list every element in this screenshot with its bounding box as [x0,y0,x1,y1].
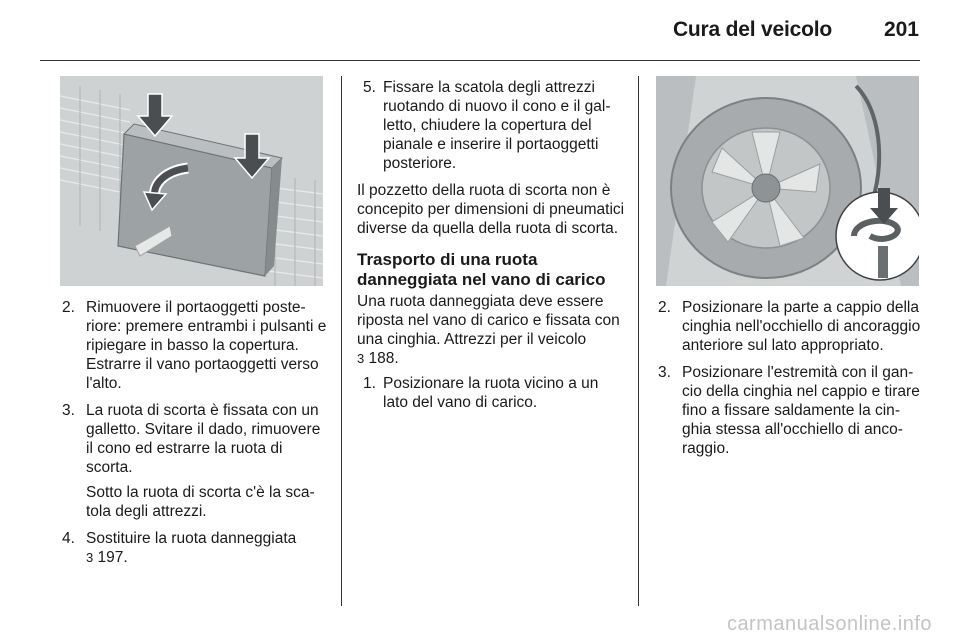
step-text: La ruota di scorta è fissata con un galletto. Svitare il dado, rimuovere il cono ed estrarre la ruota di scorta. [86,402,321,476]
spare-wheel-illustration [656,76,919,286]
list-item [357,374,627,412]
list-item [656,298,924,355]
column-divider-1 [341,76,342,606]
step-number: 4. [62,530,75,547]
spare-wheel-drawing [656,76,919,286]
section-title: Cura del veicolo [672,18,832,41]
list-item [60,401,330,521]
page-ref-link[interactable]: 197. [97,549,128,566]
step-number: 3. [658,364,671,381]
step-number: 5. [363,79,376,96]
body-paragraph: Il pozzetto della ruota di scorta non è concepito per dimensioni di pneumatici diverse da quella della ruota di scorta. [357,182,625,237]
page-header [0,0,960,60]
page-ref-icon: 3 [357,351,365,366]
step-number: 2. [62,299,75,316]
middle-column [357,78,627,420]
header-rule [40,60,920,61]
left-column [60,298,330,575]
section-heading: Trasporto di una ruota danneggiata nel vano di carico [357,250,606,289]
list-item [60,298,330,393]
page-ref-link[interactable]: 188. [368,350,399,367]
step-number: 1. [363,375,376,392]
step-number: 3. [62,402,75,419]
step-text: Fissare la scatola degli attrezzi ruotando di nuovo il cono e il galletto, chiudere la copertura del pianale e inserire il portaoggetti posteriore. [383,79,611,172]
step-text-body: Sostituire la ruota danneggiata [86,530,297,547]
storage-box-drawing [60,76,323,286]
step-note: Sotto la ruota di scorta c'è la scatola degli attrezzi. [86,484,315,520]
step-text: Posizionare la ruota vicino a un lato del vano di carico. [383,375,599,411]
step-text: Posizionare l'estremità con il gancio della cinghia nel cappio e tirare fino a fissare saldamente la cinghia stessa all'occhiello di ancoraggio. [682,364,920,457]
watermark: carmanualsonline.info [726,613,932,635]
step-number: 2. [658,299,671,316]
step-text [86,529,330,567]
step-text: Posizionare la parte a cappio della cinghia nell'occhiello di ancoraggio anteriore sul lato appropriato. [682,299,921,354]
page-ref-icon: 3 [86,550,94,565]
page-number: 201 [883,18,919,41]
right-column [656,298,924,466]
body-text: Una ruota danneggiata deve essere riposta nel vano di carico e fissata con una cinghia. Attrezzi per il veicolo [357,293,620,348]
step-text: Rimuovere il portaoggetti posteriore: premere entrambi i pulsanti e ripiegare in basso la copertura. Estrarre il vano portaoggetti verso l'alto. [86,299,327,392]
storage-box-illustration [60,76,323,286]
list-item [60,529,330,567]
body-paragraph [357,292,627,368]
list-item [656,363,924,458]
column-divider-2 [638,76,639,606]
list-item [357,78,627,173]
